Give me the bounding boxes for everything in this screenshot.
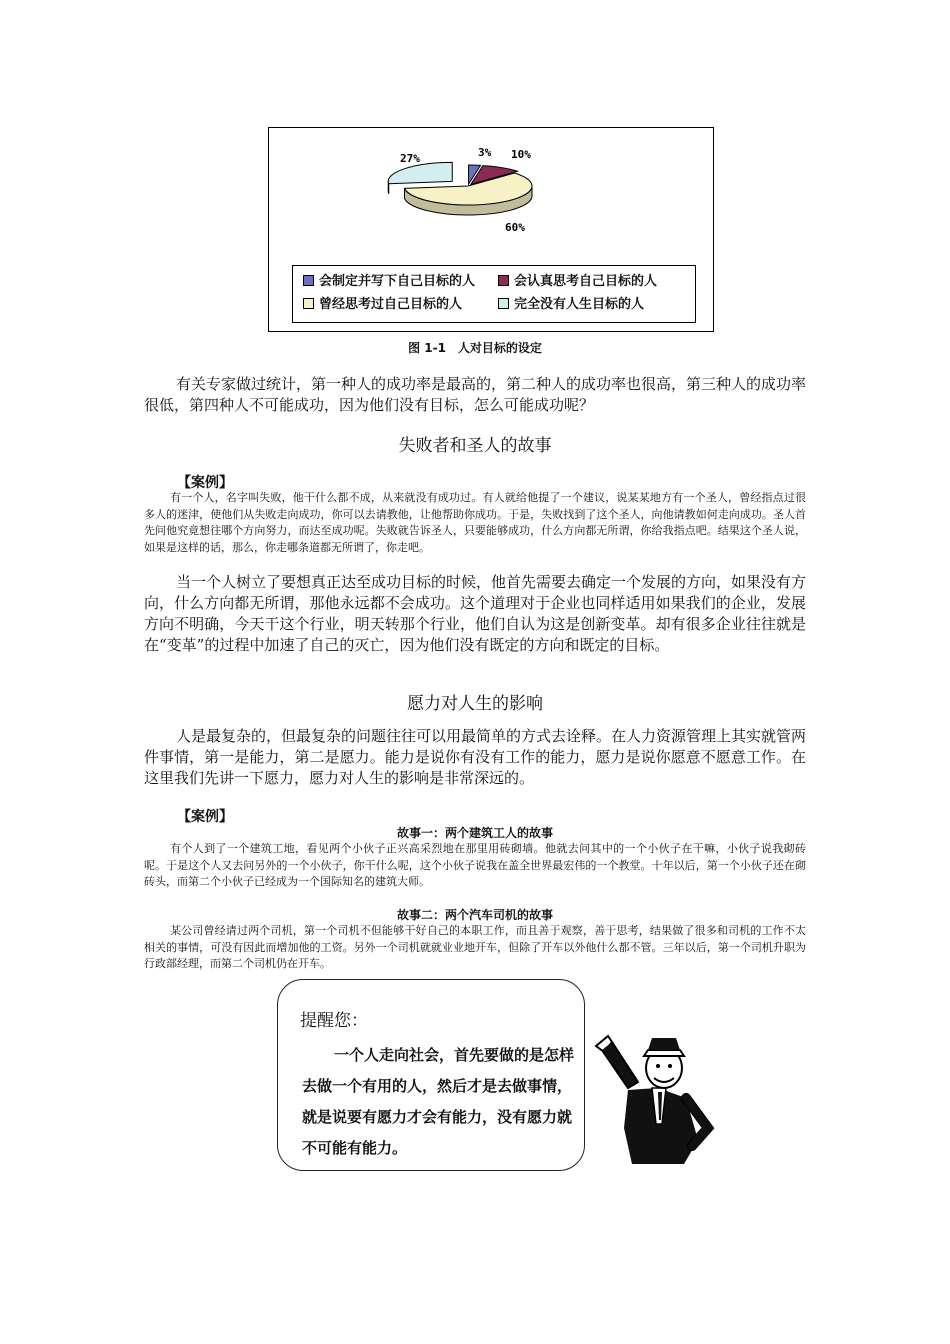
case-label: 【案例】 <box>177 475 233 491</box>
pie-slice-label: 60% <box>505 221 525 234</box>
section-heading-willpower: 愿力对人生的影响 <box>407 694 543 714</box>
figure-caption: 图 1-1 人对目标的设定 <box>408 341 542 355</box>
reminder-title: 提醒您： <box>300 1011 368 1031</box>
legend-label: 会制定并写下自己目标的人 <box>319 274 476 289</box>
reminder-text: 一个人走向社会，首先要做的是怎样去做一个有用的人，然后才是去做事情，就是说要有愿力才会有能力，没有愿力就不可能有能力。 <box>302 1046 575 1157</box>
case-text-failure-sage: 有一个人，名字叫失败，他干什么都不成，从来就没有成功过。有人就给他提了一个建议，说某某地方有一个圣人，曾经指点过很多人的迷津，使他们从失败走向成功，你可以去请教他，让他帮助你成功。于是，失败找到了这个圣人，向他请教如何走向成功。圣人首先问他究竟想往哪个方向努力，而达至成功呢。失败就告诉圣人，只要能够成功，什么方向都无所谓，你给我指点吧。结果这个圣人说，如果是这样的话，那么，你走哪条道都无所谓了，你走吧。 <box>144 491 806 554</box>
pie-slice-label: 3% <box>478 146 492 159</box>
reminder-box <box>277 979 585 1171</box>
paragraph-statistics: 有关专家做过统计，第一种人的成功率是最高的，第二种人的成功率也很高，第三种人的成功率很低，第四种人不可能成功，因为他们没有目标，怎么可能成功呢？ <box>144 375 807 414</box>
paragraph-direction: 当一个人树立了要想真正达至成功目标的时候，他首先需要去确定一个发展的方向，如果没有方向，什么方向都无所谓，那他永远都不会成功。这个道理对于企业也同样适用如果我们的企业，发展方向不明确，今天干这个行业，明天转那个行业，他们自认为这是创新变革。却有很多企业往往就是在“变革”的过程中加速了自己的灭亡，因为他们没有既定的方向和既定的目标。 <box>144 573 807 654</box>
pie-slice-label: 27% <box>400 152 420 165</box>
legend-label: 会认真思考自己目标的人 <box>514 274 658 289</box>
chart-legend <box>292 265 696 323</box>
legend-label: 曾经思考过自己目标的人 <box>319 297 463 312</box>
story-1-text: 有个人到了一个建筑工地，看见两个小伙子正兴高采烈地在那里用砖砌墙。他就去问其中的一个小伙子在干嘛，小伙子说我砌砖呢。于是这个人又去问另外的一个小伙子，你干什么呢，这个小伙子说我在盖全世界最宏伟的一个教堂。十年以后，第一个小伙子还在砌砖头，而第二个小伙子已经成为一个国际知名的建筑大师。 <box>144 842 806 889</box>
story-2-text: 某公司曾经请过两个司机，第一个司机不但能够干好自己的本职工作，而且善于观察，善于思考，结果做了很多和司机的工作不太相关的事情，可没有因此而增加他的工资。另外一个司机就就业业地开车，但除了开车以外他什么都不管。三年以后，第一个司机升职为行政部经理，而第二个司机仍在开车。 <box>144 924 806 971</box>
businessman-illustration <box>588 1028 718 1168</box>
story-2-title: 故事二：两个汽车司机的故事 <box>396 908 553 922</box>
pie-slice <box>388 162 452 183</box>
legend-item <box>498 273 657 291</box>
legend-label: 完全没有人生目标的人 <box>514 297 645 312</box>
section-heading-failure-sage: 失败者和圣人的故事 <box>398 436 552 456</box>
legend-swatch <box>498 275 509 286</box>
legend-swatch <box>303 275 314 286</box>
legend-item <box>303 296 462 314</box>
legend-swatch <box>498 298 509 309</box>
legend-swatch <box>303 298 314 309</box>
pie-slice-label: 10% <box>511 148 531 161</box>
legend-item <box>498 296 644 314</box>
case-label: 【案例】 <box>177 809 233 825</box>
story-1-title: 故事一：两个建筑工人的故事 <box>396 826 553 840</box>
legend-item <box>303 273 475 291</box>
paragraph-willpower: 人是最复杂的，但最复杂的问题往往可以用最简单的方式去诠释。在人力资源管理上其实就管两件事情，第一是能力，第二是愿力。能力是说你有没有工作的能力，愿力是说你愿意不愿意工作。在这里我们先讲一下愿力，愿力对人生的影响是非常深远的。 <box>144 727 807 787</box>
